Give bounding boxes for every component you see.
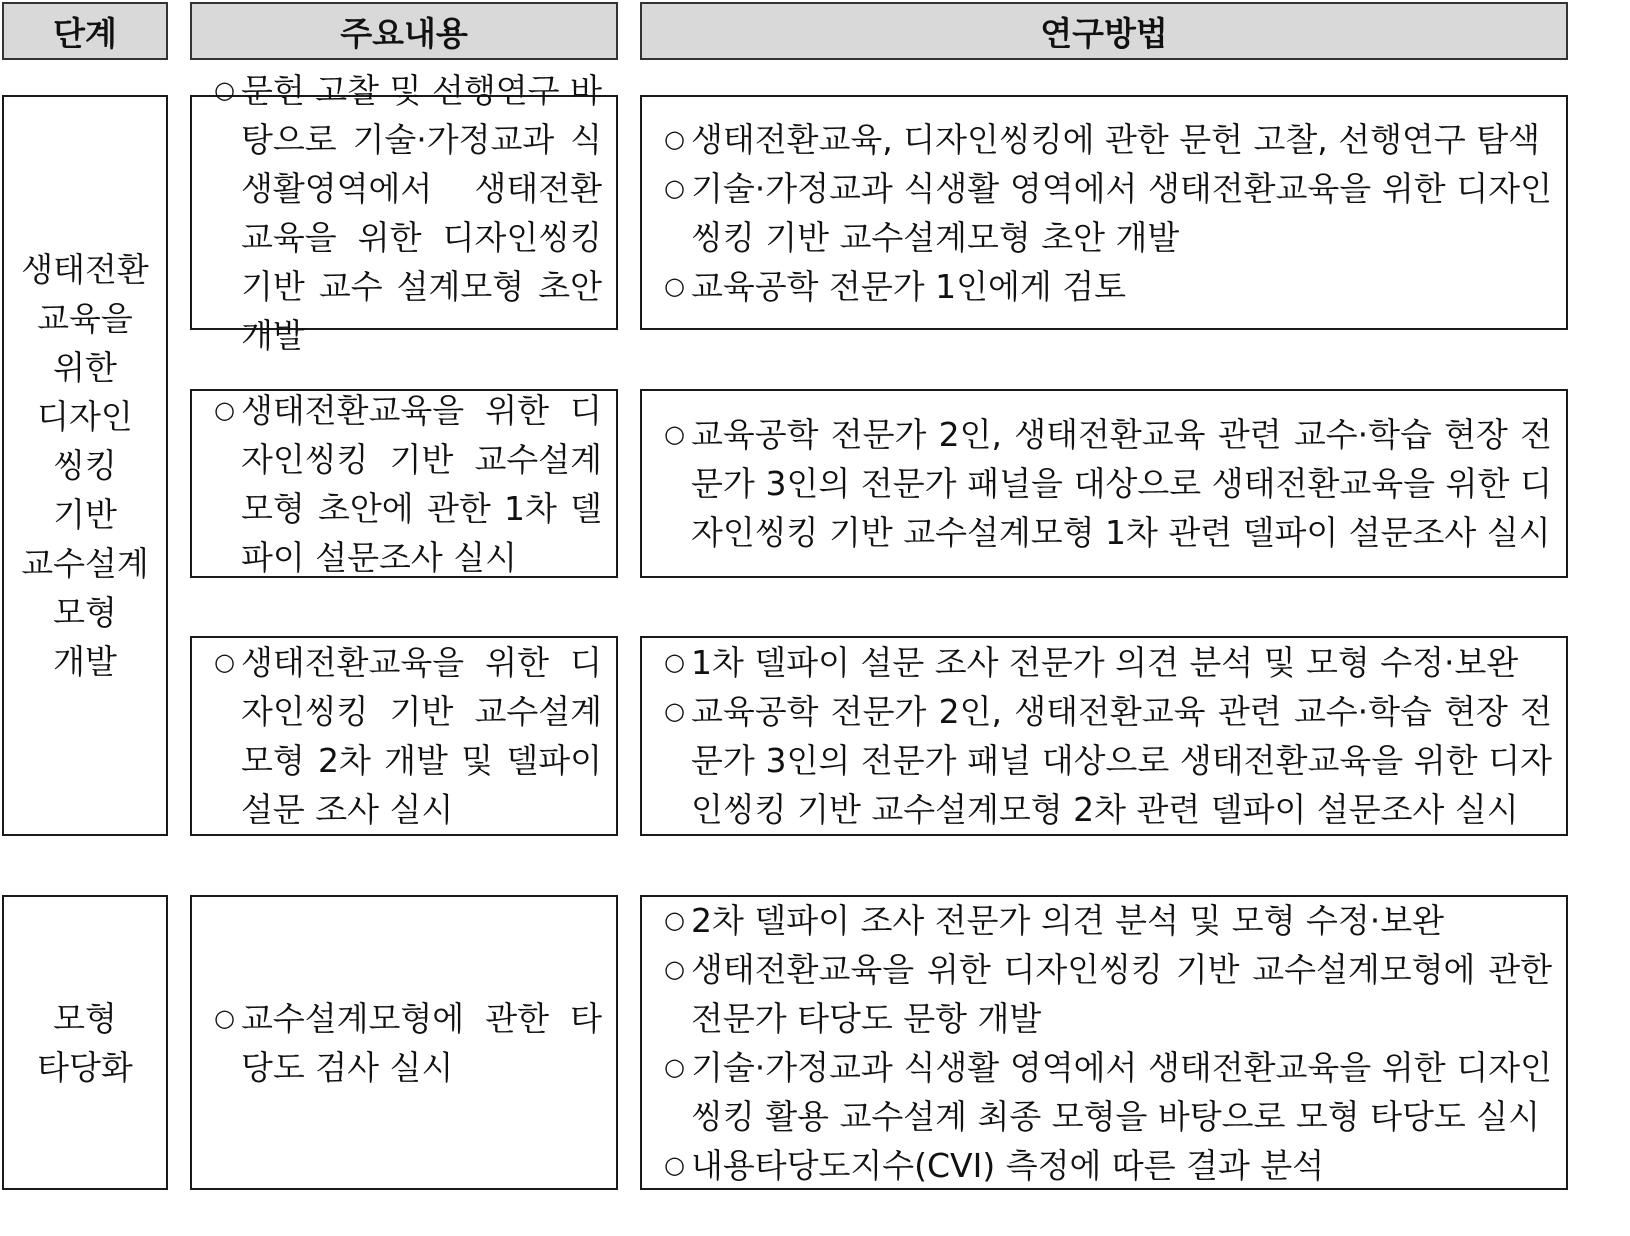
stage-validation	[2, 895, 168, 1190]
method-cell-3	[640, 636, 1568, 836]
header-stage-label: 단계	[53, 13, 117, 53]
stage-label-line: 모형	[53, 593, 117, 632]
content-cell-2	[190, 389, 618, 578]
content-item: ○ 생태전환교육을 위한 디자인씽킹 기반 교수설계 모형 2차 개발 및 델파이 설문 조사 실시	[214, 638, 602, 834]
header-method	[640, 2, 1568, 60]
content-item: ○ 생태전환교육을 위한 디자인씽킹 기반 교수설계 모형 초안에 관한 1차 델파이 설문조사 실시	[214, 386, 602, 582]
method-cell-2	[640, 389, 1568, 578]
stage-label-line: 교육을	[37, 299, 133, 338]
stage-label-line: 기반	[53, 495, 117, 534]
content-cell-4	[190, 895, 618, 1190]
method-cell-1	[640, 95, 1568, 330]
method-item: ○ 교육공학 전문가 2인, 생태전환교육 관련 교수·학습 현장 전문가 3인의 전문가 패널을 대상으로 생태전환교육을 위한 디자인씽킹 기반 교수설계모형 1차 관련 델파이 설문조사 실시	[664, 410, 1552, 557]
header-content-label: 주요내용	[340, 13, 468, 53]
stage-development	[2, 95, 168, 836]
stage-label-line: 개발	[53, 642, 117, 681]
stage-label-line: 씽킹	[53, 446, 117, 485]
stage-development-label	[21, 245, 149, 686]
header-content	[190, 2, 618, 60]
content-item: ○ 문헌 고찰 및 선행연구 바탕으로 기술·가정교과 식생활영역에서 생태전환교육을 위한 디자인씽킹 기반 교수 설계모형 초안 개발	[214, 66, 602, 360]
header-stage	[2, 2, 168, 60]
method-item: ○ 교육공학 전문가 1인에게 검토	[664, 262, 1552, 311]
header-method-label: 연구방법	[1040, 13, 1168, 53]
method-item: ○ 생태전환교육을 위한 디자인씽킹 기반 교수설계모형에 관한 전문가 타당도 문항 개발	[664, 945, 1552, 1043]
method-item: ○ 기술·가정교과 식생활 영역에서 생태전환교육을 위한 디자인씽킹 활용 교수설계 최종 모형을 바탕으로 모형 타당도 실시	[664, 1043, 1552, 1141]
method-item: ○ 생태전환교육, 디자인씽킹에 관한 문헌 고찰, 선행연구 탐색	[664, 115, 1552, 164]
stage-validation-label	[37, 994, 133, 1092]
stage-label-line: 디자인	[37, 397, 133, 436]
method-item: ○ 1차 델파이 설문 조사 전문가 의견 분석 및 모형 수정·보완	[664, 638, 1552, 687]
method-item: ○ 기술·가정교과 식생활 영역에서 생태전환교육을 위한 디자인씽킹 기반 교수설계모형 초안 개발	[664, 164, 1552, 262]
stage-label-line: 교수설계	[21, 544, 149, 583]
method-cell-4	[640, 895, 1568, 1190]
stage-label-line: 타당화	[37, 1047, 133, 1087]
stage-label-line: 위한	[53, 348, 117, 387]
method-item: ○ 2차 델파이 조사 전문가 의견 분석 및 모형 수정·보완	[664, 896, 1552, 945]
stage-label-line: 생태전환	[21, 250, 149, 289]
content-item: ○ 교수설계모형에 관한 타당도 검사 실시	[214, 994, 602, 1092]
method-item: ○ 내용타당도지수(CVI) 측정에 따른 결과 분석	[664, 1141, 1552, 1190]
content-cell-1	[190, 70, 618, 355]
stage-label-line: 모형	[53, 998, 117, 1038]
content-cell-3	[190, 636, 618, 836]
method-item: ○ 교육공학 전문가 2인, 생태전환교육 관련 교수·학습 현장 전문가 3인의 전문가 패널 대상으로 생태전환교육을 위한 디자인씽킹 기반 교수설계모형 2차 관련 델파이 설문조사 실시	[664, 687, 1552, 834]
